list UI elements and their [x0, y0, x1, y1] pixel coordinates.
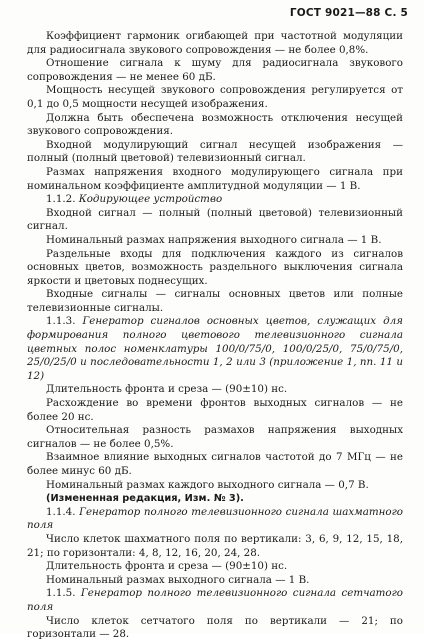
section-number: 1.1.5.	[46, 587, 76, 600]
section-heading	[27, 315, 403, 383]
paragraph: Мощность несущей звукового сопровождения регулируется от 0,1 до 0,5 мощности несущей изображения.	[27, 84, 403, 110]
section-heading	[27, 506, 403, 533]
paragraph: Входной сигнал — полный (полный цветовой) телевизионный сигнал.	[27, 206, 403, 233]
paragraph: Число клеток шахматного поля по вертикали: 3, 6, 9, 12, 15, 18, 21; по горизонтали: 4, 8, 12, 16, 20, 24, 28.	[27, 532, 403, 559]
paragraph: Число клеток сетчатого поля по вертикали — 21; по горизонтали — 28.	[27, 614, 403, 641]
section-number: 1.1.2.	[46, 193, 76, 206]
amendment-note: (Измененная редакция, Изм. № 3).	[46, 493, 244, 505]
paragraph: Номинальный размах напряжения выходного сигнала — 1 В.	[46, 233, 382, 246]
paragraph: Входные сигналы — сигналы основных цветов или полные телевизионные сигналы.	[27, 288, 403, 314]
paragraph: Входной модулирующий сигнал несущей изображения — полный (полный цветовой) телевизионный сигнал.	[27, 138, 403, 165]
paragraph: Номинальный размах выходного сигнала — 1 В.	[46, 573, 310, 586]
document-body	[27, 30, 403, 642]
section-title: Генератор сигналов основных цветов, служащих для формирования полного цветового телевизионного сигнала цветных полос номенклатуры 100/0/75/0, 100/0/25/0, 75/0/75/0, 25/0/25/0 и последовательности 1, 2 или 3 (приложение 1, пп. 11 и 12)	[27, 315, 403, 382]
section-number: 1.1.4.	[46, 505, 76, 518]
page-header: ГОСТ 9021—88 С. 5	[289, 7, 408, 19]
paragraph: Взаимное влияние выходных сигналов частотой до 7 МГц — не более минус 60 дБ.	[27, 451, 403, 477]
section-title: Генератор полного телевизионного сигнала шахматного поля	[27, 505, 403, 532]
paragraph: Длительность фронта и среза — (90±10) нс.	[46, 383, 288, 396]
section-heading	[27, 587, 403, 614]
paragraph: Размах напряжения входного модулирующего сигнала при номинальном коэффициенте амплитудной модуляции — 1 В.	[27, 165, 403, 192]
paragraph: Длительность фронта и среза — (90±10) нс.	[46, 560, 288, 573]
section-heading	[27, 193, 403, 207]
section-title: Кодирующее устройство	[78, 193, 223, 206]
section-number: 1.1.3.	[46, 315, 76, 328]
paragraph: Коэффициент гармоник огибающей при частотной модуляции для радиосигнала звукового сопровождения — не более 0,8%.	[27, 30, 403, 56]
paragraph: Должна быть обеспечена возможность отключения несущей звукового сопровождения.	[27, 111, 403, 138]
paragraph: Отношение сигнала к шуму для радиосигнала звукового сопровождения — не менее 60 дБ.	[27, 57, 403, 83]
paragraph: Относительная разность размахов напряжения выходных сигналов — не более 0,5%.	[27, 424, 403, 450]
paragraph: Раздельные входы для подключения каждого из сигналов основных цветов, возможность раздельного выключения сигнала яркости и цветовых поднесущих.	[27, 247, 403, 287]
paragraph: Номинальный размах каждого выходного сигнала — 0,7 В.	[46, 478, 369, 491]
paragraph: Расхождение во времени фронтов выходных сигналов — не более 20 нс.	[27, 397, 403, 423]
section-title: Генератор полного телевизионного сигнала сетчатого поля	[27, 587, 403, 613]
